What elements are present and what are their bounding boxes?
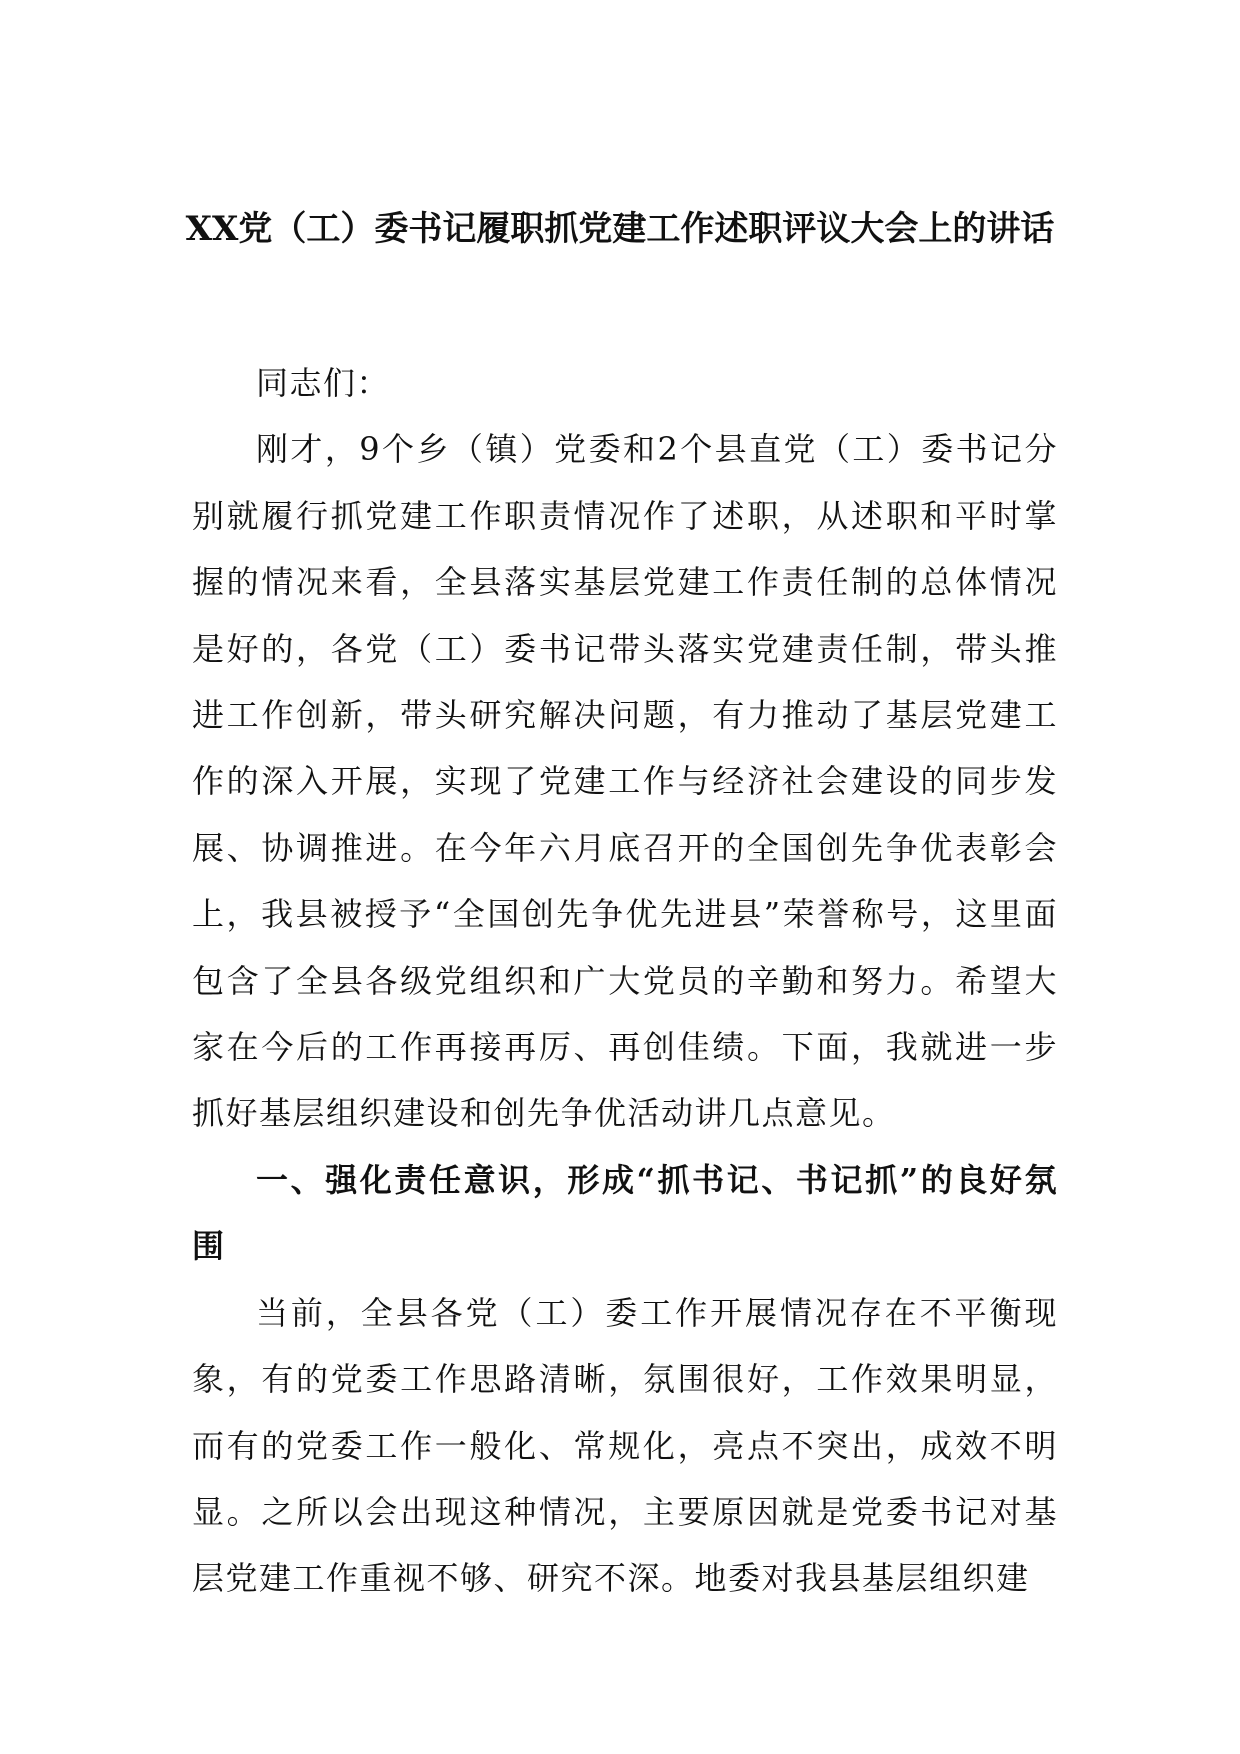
- document-title: XX党（工）委书记履职抓党建工作述职评议大会上的讲话: [185, 209, 1055, 249]
- section-heading: 一、强化责任意识，形成“抓书记、书记抓”的良好氛围: [192, 1160, 1058, 1266]
- section-paragraph: 当前，全县各党（工）委工作开展情况存在不平衡现象，有的党委工作思路清晰，氛围很好，工作效果明显，而有的党委工作一般化、常规化，亮点不突出，成效不明显。之所以会出现这种情况，主要原因就是党委书记对基层党建工作重视不够、研究不深。地委对我县基层组织建: [192, 1293, 1058, 1598]
- document-body: [192, 350, 1058, 1612]
- salutation: 同志们：: [256, 364, 391, 402]
- opening-paragraph: 刚才，9个乡（镇）党委和2个县直党（工）委书记分别就履行抓党建工作职责情况作了述职，从述职和平时掌握的情况来看，全县落实基层党建工作责任制的总体情况是好的，各党（工）委书记带头落实党建责任制，带头推进工作创新，带头研究解决问题，有力推动了基层党建工作的深入开展，实现了党建工作与经济社会建设的同步发展、协调推进。在今年六月底召开的全国创先争优表彰会上，我县被授予“全国创先争优先进县”荣誉称号，这里面包含了全县各级党组织和广大党员的辛勤和努力。希望大家在今后的工作再接再厉、再创佳绩。下面，我就进一步抓好基层组织建设和创先争优活动讲几点意见。: [192, 430, 1058, 1133]
